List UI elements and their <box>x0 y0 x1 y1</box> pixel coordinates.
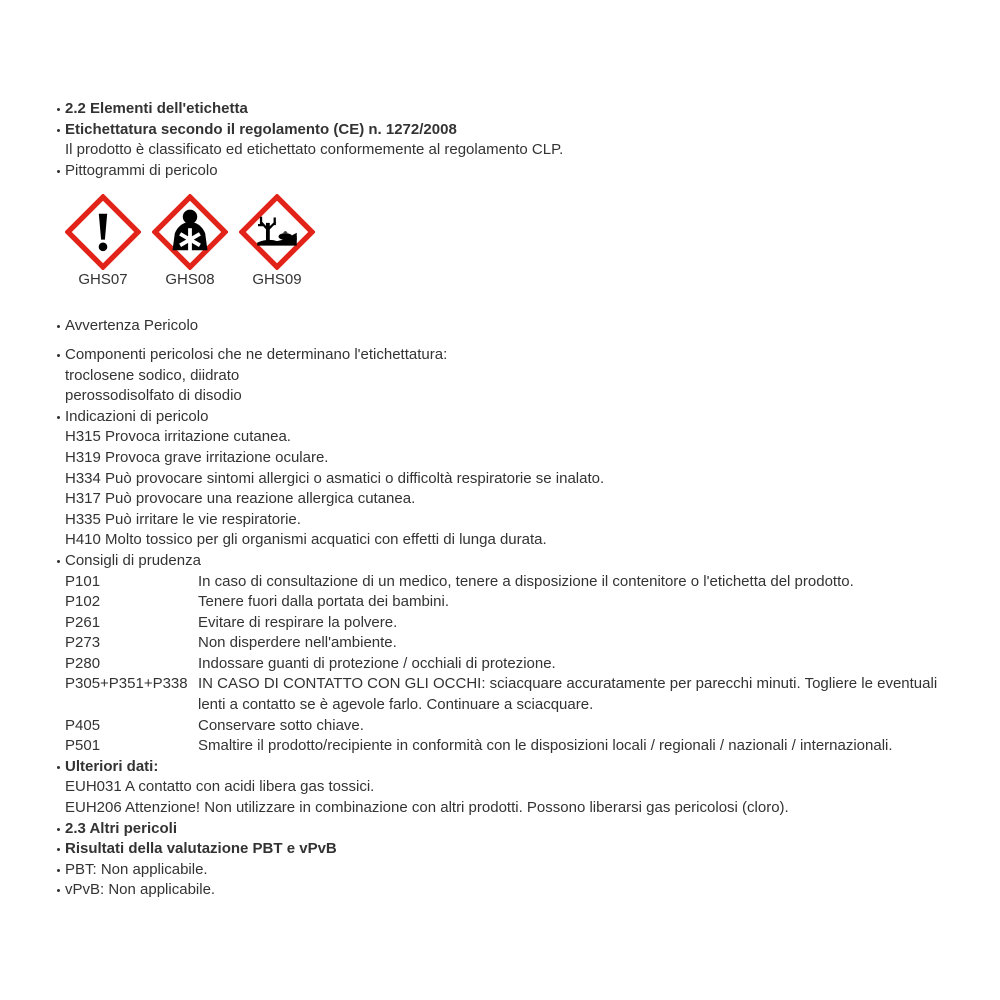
hazard-statement-row <box>57 469 945 490</box>
ghs08-pictogram <box>152 194 228 290</box>
euh-text: A contatto con acidi libera gas tossici. <box>125 778 375 796</box>
euh-statement-row <box>57 777 945 798</box>
vpvb-result-line: vPvB: Non applicabile. <box>57 880 945 901</box>
hazard-text: Molto tossico per gli organismi acquatici con effetti di lunga durata. <box>105 531 547 549</box>
component-item: troclosene sodico, diidrato <box>65 366 240 384</box>
health-hazard-icon <box>152 194 228 270</box>
signal-word-line: Avvertenza Pericolo <box>57 316 945 337</box>
precaution-row <box>57 736 945 757</box>
precaution-row <box>57 716 945 737</box>
precaution-code: P305+P351+P338 <box>65 675 188 693</box>
precaution-row <box>57 613 945 634</box>
precaution-code: P101 <box>65 572 101 590</box>
hazard-text: Provoca grave irritazione oculare. <box>105 448 329 466</box>
hazard-code: H335 <box>65 510 101 528</box>
precaution-code: P280 <box>65 654 101 672</box>
precaution-code: P273 <box>65 634 101 652</box>
hazard-text: Può provocare una reazione allergica cutanea. <box>105 490 416 508</box>
hazard-code: H317 <box>65 490 101 508</box>
precaution-text: Conservare sotto chiave. <box>198 716 364 734</box>
sds-page <box>57 99 945 901</box>
precaution-row <box>57 592 945 613</box>
ghs07-label: GHS07 <box>78 271 128 289</box>
hazard-text: Può provocare sintomi allergici o asmatici o difficoltà respiratorie se inalato. <box>105 469 605 487</box>
precaution-text: Tenere fuori dalla portata dei bambini. <box>198 593 449 611</box>
pbt-vpvb-heading: Risultati della valutazione PBT e vPvB <box>57 839 945 860</box>
euh-code: EUH031 <box>65 778 122 796</box>
ghs09-label: GHS09 <box>252 271 302 289</box>
precaution-row <box>57 674 945 715</box>
hazard-statement-row <box>57 510 945 531</box>
precaution-text: Evitare di respirare la polvere. <box>198 613 398 631</box>
euh-statement-row <box>57 798 945 819</box>
precaution-text: Non disperdere nell'ambiente. <box>198 634 397 652</box>
section-2-2-title: 2.2 Elementi dell'etichetta <box>57 99 945 120</box>
exclamation-mark-icon <box>65 194 141 270</box>
hazard-statements-heading: Indicazioni di pericolo <box>57 407 945 428</box>
section-2-3-title: 2.3 Altri pericoli <box>57 819 945 840</box>
components-heading: Componenti pericolosi che ne determinano l'etichettatura: <box>57 345 945 366</box>
precaution-row <box>57 654 945 675</box>
pictograms-heading: Pittogrammi di pericolo <box>57 161 945 182</box>
precaution-text: Smaltire il prodotto/recipiente in conformità con le disposizioni locali / regionali / nazionali / internazionali. <box>198 737 893 755</box>
component-item: perossodisolfato di disodio <box>65 387 242 405</box>
ghs09-pictogram <box>239 194 315 290</box>
environment-hazard-icon <box>239 194 315 270</box>
ghs07-pictogram <box>65 194 141 290</box>
precaution-text: In caso di consultazione di un medico, tenere a disposizione il contenitore o l'etichetta del prodotto. <box>198 572 854 590</box>
hazard-code: H410 <box>65 531 101 549</box>
ghs08-label: GHS08 <box>165 271 215 289</box>
precaution-code: P501 <box>65 737 101 755</box>
precaution-row <box>57 572 945 593</box>
hazard-text: Provoca irritazione cutanea. <box>105 428 291 446</box>
hazard-statement-row <box>57 489 945 510</box>
euh-text: Attenzione! Non utilizzare in combinazione con altri prodotti. Possono liberarsi gas pericolosi (cloro). <box>125 799 789 817</box>
precaution-heading: Consigli di prudenza <box>57 551 945 572</box>
hazard-statement-row <box>57 427 945 448</box>
precaution-code: P261 <box>65 613 101 631</box>
precaution-text: Indossare guanti di protezione / occhiali di protezione. <box>198 654 556 672</box>
ghs-pictograms-row <box>65 194 945 290</box>
precaution-code: P405 <box>65 716 101 734</box>
hazard-code: H334 <box>65 469 101 487</box>
regulation-note: Il prodotto è classificato ed etichettato conformemente al regolamento CLP. <box>65 141 564 159</box>
precaution-row <box>57 633 945 654</box>
pbt-result-line: PBT: Non applicabile. <box>57 860 945 881</box>
hazard-code: H315 <box>65 428 101 446</box>
euh-code: EUH206 <box>65 799 122 817</box>
hazard-code: H319 <box>65 448 101 466</box>
hazard-text: Può irritare le vie respiratorie. <box>105 510 301 528</box>
precaution-text: IN CASO DI CONTATTO CON GLI OCCHI: sciacquare accuratamente per parecchi minuti. Togliere le eventuali lenti a contatto se è agevole farlo. Continuare a sciacquare. <box>198 675 938 714</box>
hazard-statement-row <box>57 448 945 469</box>
additional-data-heading: Ulteriori dati: <box>57 757 945 778</box>
hazard-statement-row <box>57 530 945 551</box>
precaution-code: P102 <box>65 593 101 611</box>
regulation-heading: Etichettatura secondo il regolamento (CE) n. 1272/2008 <box>57 120 945 141</box>
